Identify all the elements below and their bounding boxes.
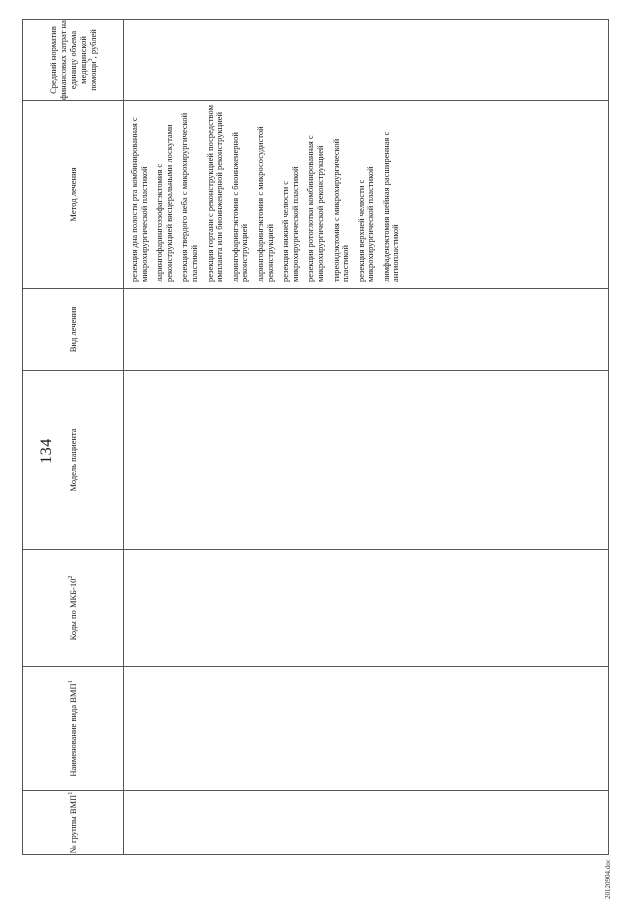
cell-average-cost — [124, 20, 609, 101]
method-item: резекция ротоглотки комбинированная с микрохирургической реконструкцией — [305, 135, 325, 282]
method-item: резекция нижней челюсти с микрохирургической пластикой — [280, 166, 300, 282]
header-group-number: № группы ВМП$^1$ — [23, 791, 124, 855]
header-average-cost: Средний норматив финансовых затрат на единицу объема медицинской помощи$^3$, рублей — [23, 20, 124, 101]
cell-treatment-type — [124, 289, 609, 371]
header-treatment-method: Метод лечения — [23, 101, 124, 289]
method-item: ларингофарингэктомия с биоинженерной реконструкцией — [229, 132, 250, 282]
table-row — [124, 20, 609, 855]
header-icd-codes: Коды по МКБ-$10^2$ — [23, 550, 124, 667]
cell-vmp-name — [124, 667, 609, 791]
cell-group-number — [124, 791, 609, 855]
cell-patient-model — [124, 371, 609, 550]
method-item: резекция верхней челюсти с микрохирургической пластикой — [355, 166, 376, 282]
method-item: резекция дна полости рта комбинированная с микрохирургической пластикой — [129, 117, 149, 282]
method-item: ларингофарингэктомия с микрососудистой реконструкцией — [254, 126, 275, 282]
method-item: тиреоидэктомия с микрохирургической пластикой — [330, 138, 351, 282]
header-treatment-type: Вид лечения — [23, 289, 124, 371]
method-item: резекция твердого неба с микрохирургической пластикой — [179, 112, 199, 282]
method-item: ларингофарингоэзофагэктомия с реконструкцией висцеральными лоскутами — [154, 124, 174, 282]
header-patient-model: Модель пациента — [23, 371, 124, 550]
footer-filename: 20120904.doc — [604, 859, 612, 899]
method-item: резекция гортани с реконструкцией посредством импланта или биоинженерной реконструкцией — [204, 105, 225, 282]
header-vmp-name: Наименование вида ВМП$^1$ — [23, 667, 124, 791]
method-item: лимфаденэктомия шейная расширенная с ангиопластикой — [380, 131, 401, 282]
vmp-table — [22, 19, 609, 855]
table-header-row — [23, 20, 124, 855]
cell-treatment-method — [124, 101, 609, 289]
page-number: 134 — [38, 438, 55, 464]
cell-icd-codes — [124, 550, 609, 667]
